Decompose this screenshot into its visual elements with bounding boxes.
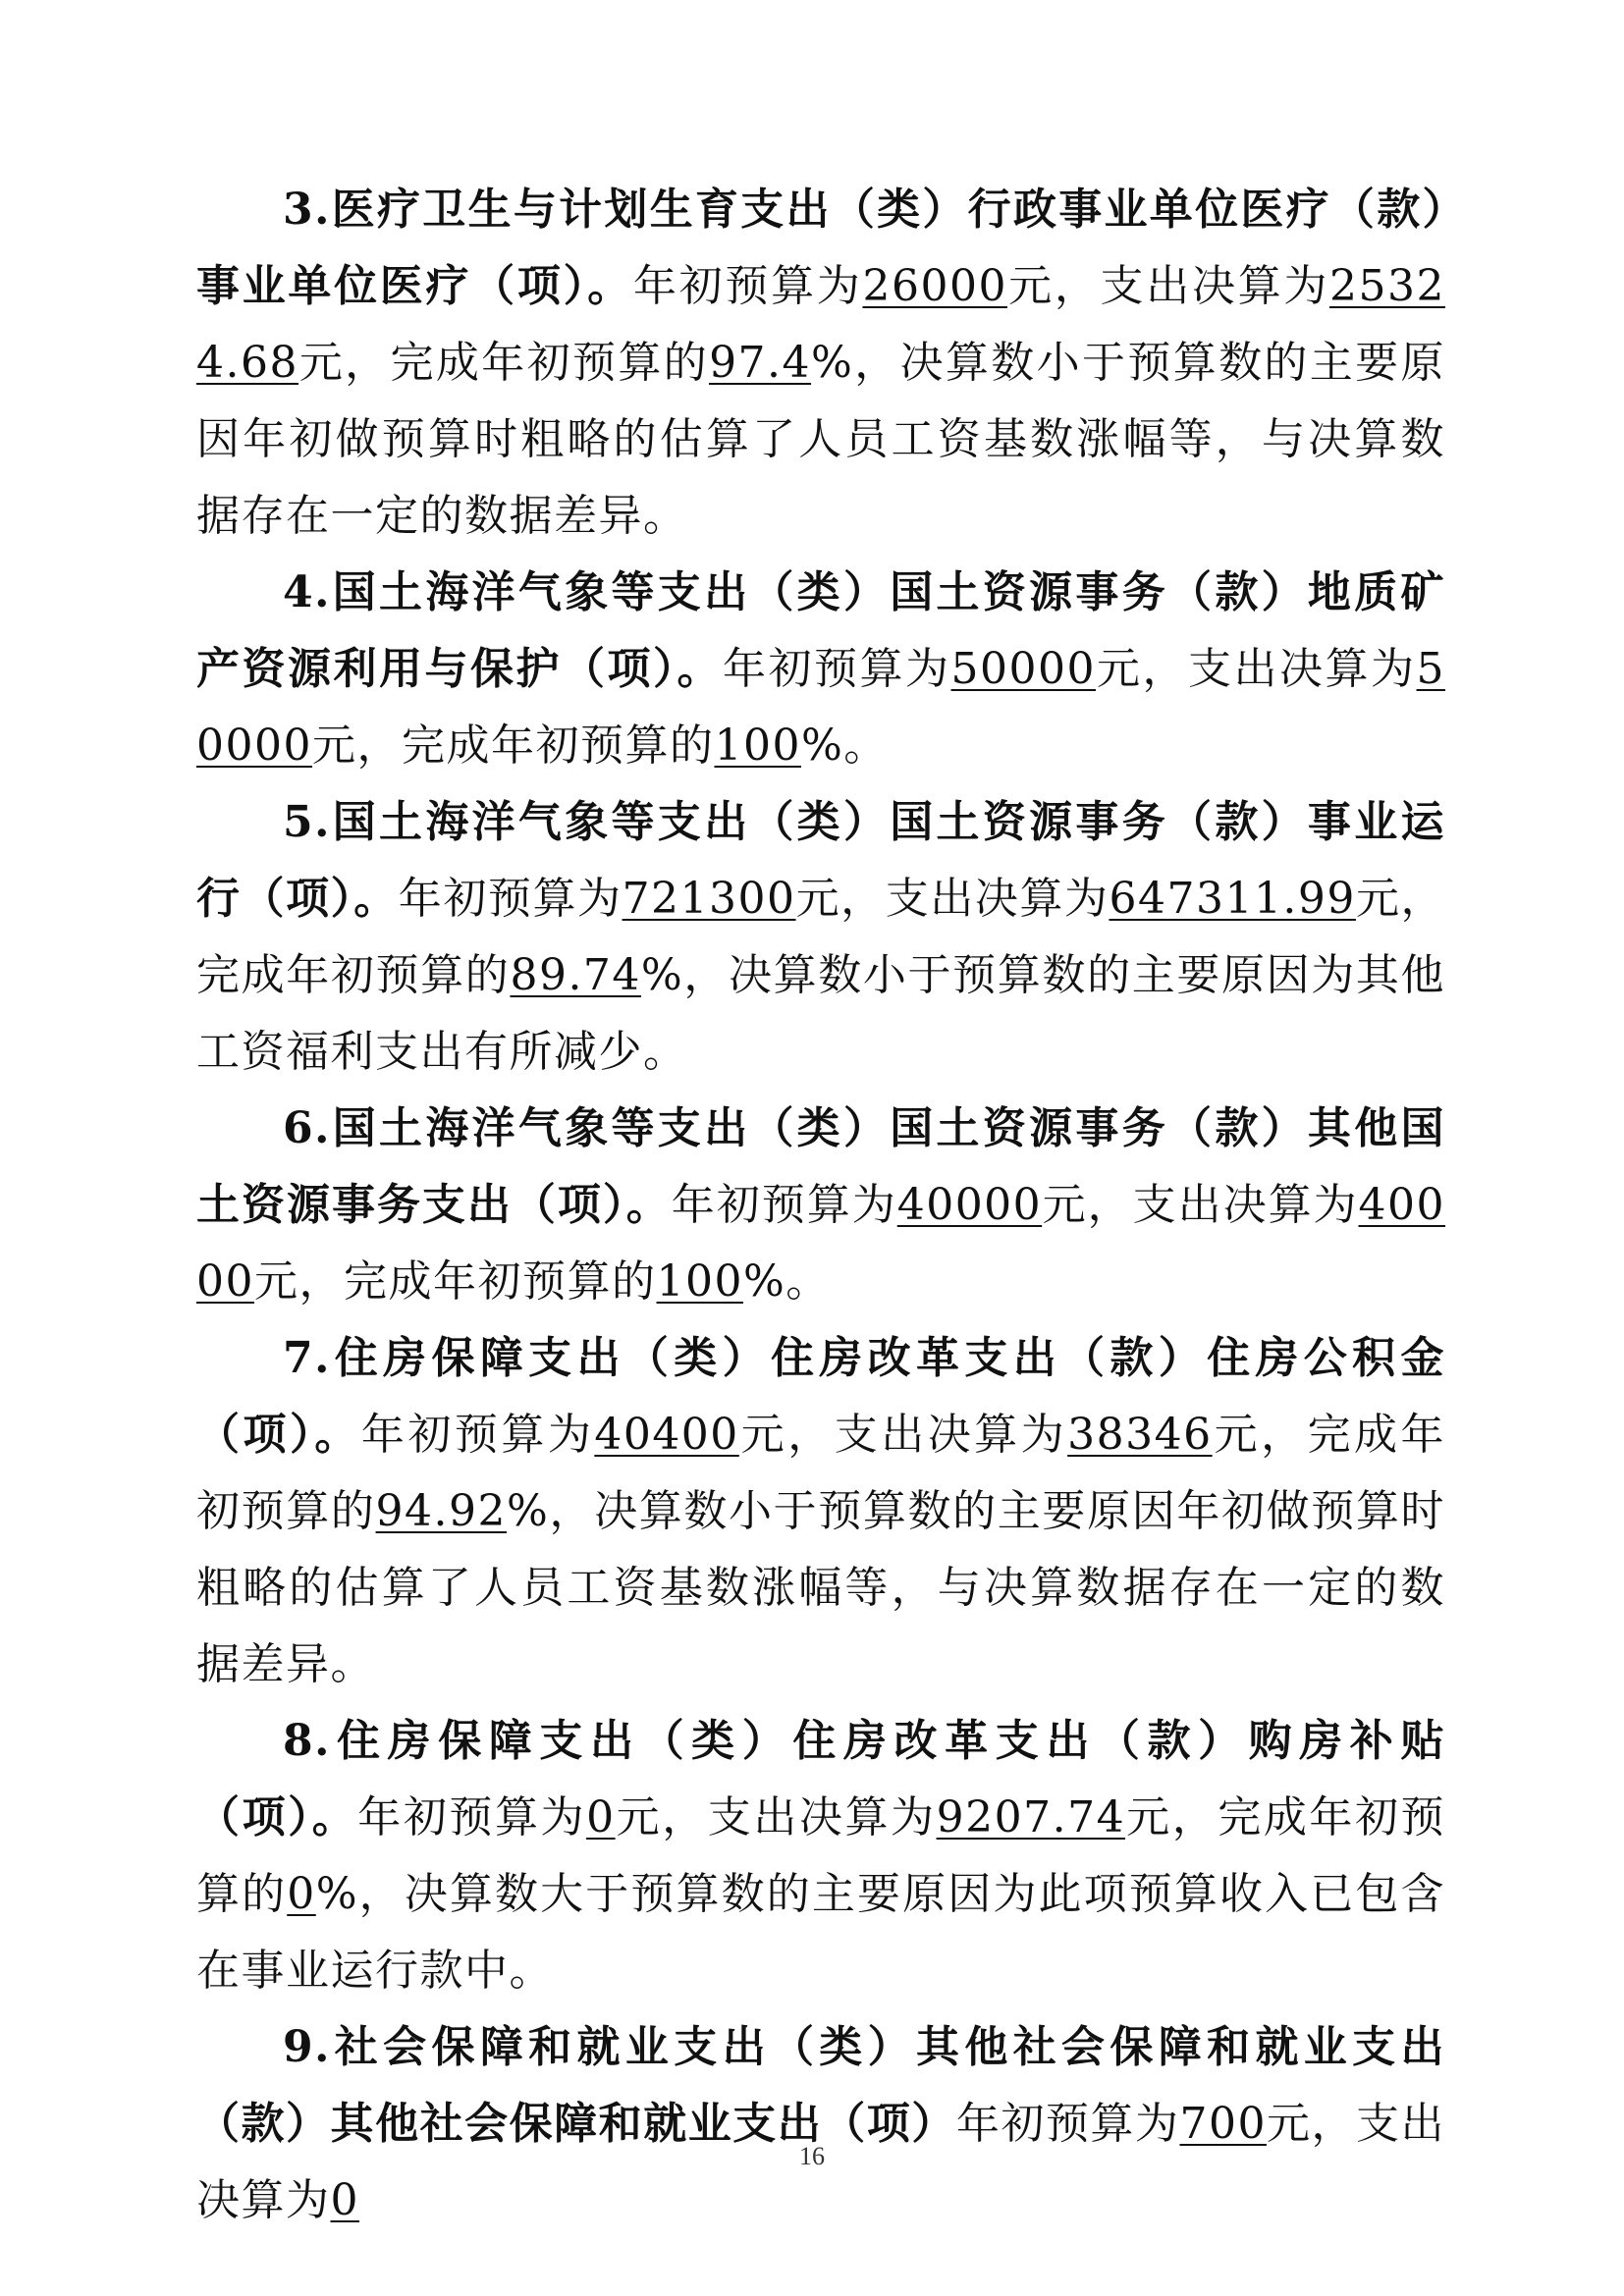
amount-value: 97.4 (709, 338, 812, 388)
amount-value: 721300 (622, 874, 796, 924)
body-text-run: 元，支出决算为 (196, 2099, 1446, 2225)
paragraph-3-medical-health (196, 172, 1445, 555)
item-heading: 4.国土海洋气象等支出（类）国土资源事务（款）地质矿产资源利用与保护（项）。 (196, 567, 1445, 694)
amount-value: 40400 (594, 1410, 739, 1460)
amount-value: 40000 (896, 1180, 1043, 1230)
item-heading: 5.国土海洋气象等支出（类）国土资源事务（款）事业运行（项）。 (196, 797, 1445, 924)
body-text-run: 元，完成年初预算的 (311, 721, 715, 771)
amount-value: 0 (287, 1869, 316, 1919)
amount-value: 0 (330, 2175, 359, 2225)
body-text-run: 元，支出决算为 (1006, 261, 1330, 311)
body-text-run: 年初预算为 (632, 261, 863, 311)
paragraph-5-land-resources-operation (196, 784, 1445, 1091)
amount-value: 50000 (950, 644, 1097, 694)
paragraph-6-land-resources-other (196, 1091, 1445, 1320)
body-text-run: 元，完成年初预算的 (196, 874, 1446, 1000)
document-body (196, 172, 1445, 2239)
paragraph-7-housing-fund (196, 1320, 1445, 1703)
body-text-run: %，决算数小于预算数的主要原因为其他工资福利支出有所减少。 (196, 950, 1446, 1077)
body-text-run: 年初预算为 (671, 1180, 897, 1230)
item-heading: 9.社会保障和就业支出（类）其他社会保障和就业支出（款）其他社会保障和就业支出（项） (196, 2022, 1445, 2149)
item-heading: 8.住房保障支出（类）住房改革支出（款）购房补贴（项）。 (196, 1716, 1445, 1842)
body-text-run: 元，完成年初预算的 (298, 338, 710, 388)
body-text-run: 年初预算为 (357, 1792, 587, 1842)
amount-value: 100 (714, 721, 801, 771)
amount-value: 25324.68 (196, 261, 1446, 388)
item-heading: 3.医疗卫生与计划生育支出（类）行政事业单位医疗（款）事业单位医疗（项）。 (196, 185, 1445, 311)
body-text-run: 元，支出决算为 (1042, 1180, 1359, 1230)
page-number: 16 (799, 2142, 825, 2170)
body-text-run: %。 (800, 721, 889, 771)
body-text-run: 元，支出决算为 (615, 1792, 937, 1842)
body-text-run: %，决算数小于预算数的主要原因年初做预算时粗略的估算了人员工资基数涨幅等，与决算数据存在一定的数据差异。 (196, 338, 1446, 541)
body-text-run: %。 (742, 1256, 831, 1307)
amount-value: 38346 (1067, 1410, 1213, 1460)
amount-value: 647311.99 (1109, 874, 1356, 924)
body-text-run: 年初预算为 (955, 2099, 1180, 2149)
body-text-run: 元，支出决算为 (795, 874, 1110, 924)
paragraph-8-housing-subsidy (196, 1703, 1445, 2009)
body-text-run: 元，完成年初预算的 (196, 1792, 1446, 1919)
body-text-run: %，决算数小于预算数的主要原因年初做预算时粗略的估算了人员工资基数涨幅等，与决算数据存在一定的数据差异。 (196, 1486, 1446, 1689)
body-text-run: 年初预算为 (360, 1410, 595, 1460)
amount-value: 89.74 (510, 950, 641, 1000)
body-text-run: 元，支出决算为 (738, 1410, 1068, 1460)
body-text-run: %，决算数大于预算数的主要原因为此项预算收入已包含在事业运行款中。 (196, 1869, 1445, 1996)
body-text-run: 元，完成年初预算的 (254, 1256, 657, 1307)
paragraph-4-land-resources-mineral (196, 555, 1445, 784)
amount-value: 0 (586, 1792, 616, 1842)
body-text-run: 元，支出决算为 (1096, 644, 1417, 694)
body-text-run: 年初预算为 (398, 874, 623, 924)
amount-value: 50000 (196, 644, 1446, 771)
item-heading: 7.住房保障支出（类）住房改革支出（款）住房公积金（项）。 (196, 1333, 1445, 1460)
body-text-run: 年初预算为 (723, 644, 951, 694)
amount-value: 700 (1179, 2099, 1267, 2149)
body-text-run: 元，完成年初预算的 (196, 1410, 1446, 1536)
amount-value: 26000 (862, 261, 1007, 311)
amount-value: 40000 (196, 1180, 1446, 1307)
amount-value: 100 (656, 1256, 743, 1307)
paragraph-9-social-security (196, 2009, 1445, 2239)
item-heading: 6.国土海洋气象等支出（类）国土资源事务（款）其他国土资源事务支出（项）。 (196, 1103, 1445, 1230)
amount-value: 9207.74 (936, 1792, 1126, 1842)
amount-value: 94.92 (375, 1486, 508, 1536)
